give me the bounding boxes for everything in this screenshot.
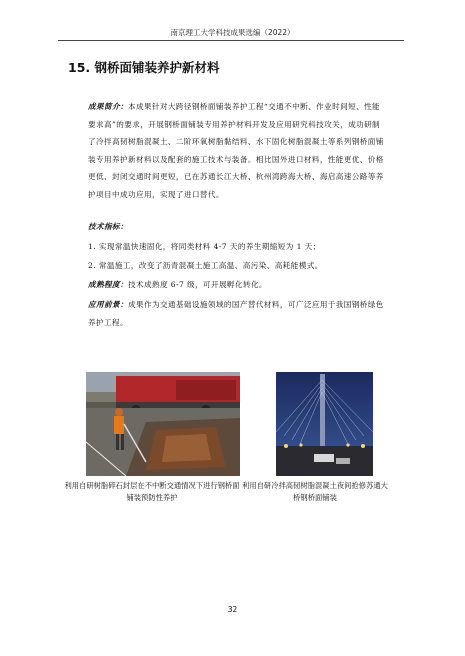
figure-caption-right: 利用自研冷拌高韧树脂混凝土夜间抢修苏通大桥钢桥面铺装 xyxy=(242,481,388,502)
summary-text: 本成果针对大跨径钢桥面铺装养护工程“交通不中断、作业时间短、性能要求高”的要求，开展钢桥面铺装专用养护材料开发及应用研究科技攻关，成功研制了冷拌高韧树脂混凝土、二阶环氧树脂黏结料、水下固化树脂混凝土等系列钢桥面铺装专用养护新材料以及配套的施工技术与装备。相比国外进口材料，性能更优、价格更低、封闭交通时间更短，已在苏通长江大桥、杭州湾跨海大桥、海启高速公路等养护项目中成功应用，实现了进口替代。 xyxy=(88,102,384,199)
indicators-label: 技术指标： xyxy=(88,222,128,231)
indicator-item: 2. 常温施工，改变了沥青混凝土施工高温、高污染、高耗能模式。 xyxy=(88,261,323,270)
indicators-heading xyxy=(88,218,384,236)
section-title: 15. 钢桥面铺装养护新材料 xyxy=(68,60,220,75)
photo-deck-maintenance xyxy=(86,372,240,476)
page-number: 32 xyxy=(227,605,238,614)
bridge-night-illustration xyxy=(276,372,373,476)
indicator-item: 1. 实现常温快速固化，将同类材料 4-7 天的养生期缩短为 1 天； xyxy=(88,242,321,251)
maturity-line xyxy=(88,276,384,295)
summary-label: 成果简介： xyxy=(88,102,128,111)
summary-paragraph xyxy=(88,98,384,203)
maturity-label: 成熟程度： xyxy=(88,280,128,289)
maturity-text: 技术成熟度 6-7 级，可开展孵化转化。 xyxy=(127,280,267,289)
photo-bridge-night xyxy=(276,372,373,476)
application-paragraph xyxy=(88,296,384,331)
application-text: 成果作为交通基础设施领域的国产替代材料，可广泛应用于我国钢桥绿色养护工程。 xyxy=(88,300,384,327)
running-header: 南京理工大学科技成果选编（2022） xyxy=(170,28,295,37)
header-rule xyxy=(58,40,404,41)
application-label: 应用前景： xyxy=(88,300,128,309)
deck-maintenance-illustration xyxy=(86,372,240,476)
figure-caption-left: 利用自研树脂碎石封层在不中断交通情况下进行钢桥面铺装预防性养护 xyxy=(64,481,240,502)
indicators-list xyxy=(88,238,384,295)
